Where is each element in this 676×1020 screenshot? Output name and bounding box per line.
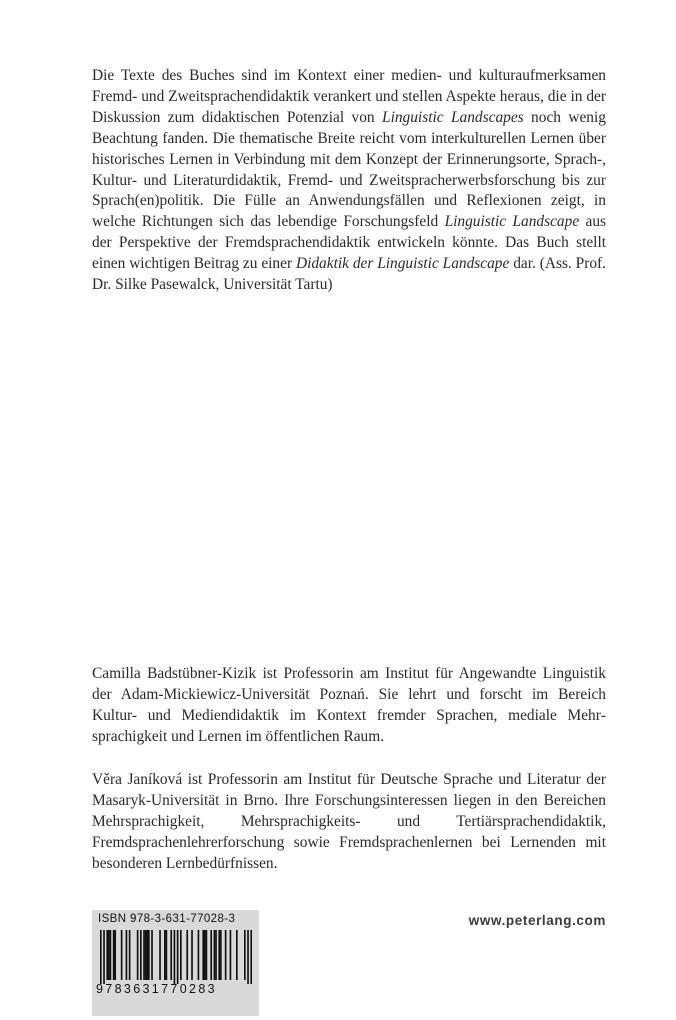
barcode-bar (164, 930, 166, 980)
barcode-bar (148, 930, 150, 980)
barcode-bar (110, 930, 112, 980)
author-bio-text: Camilla Badstübner-Kizik ist Professorin am Institut für Angewandte Linguistik der Adam-Mickiewicz-Universität Poznań. Sie lehrt und forscht im Bereich Kultur- und Mediendidaktik im Kontext fremder Sprachen, mediale Mehrsprachigkeit und Lernen im öffentlichen Raum. (92, 665, 606, 745)
barcode-bar (225, 930, 227, 980)
barcode-bar (129, 930, 131, 980)
barcode-bar (140, 930, 142, 980)
barcode-bar (215, 930, 217, 980)
blurb-text-part: noch wenig Beachtung fanden. Die thematische Breite reicht vom interkulturellen Lernen über historisches Lernen in Verbindung mit dem Konzept der Erinnerungsorte, Sprach-, Kultur- und Literaturdidaktik, Fremd- und Zweitspracherwerbsforschung bis zur Sprach(en)politik. Die Fülle an Anwendungsfällen und Reflexionen zeigt, in welche Richtungen sich das lebendige Forschungsfeld (92, 108, 606, 231)
author-bio-janikova (92, 770, 606, 875)
barcode-bar (151, 930, 153, 980)
barcode-bar (166, 930, 168, 980)
barcode-bar (108, 930, 110, 980)
barcode-bar (220, 930, 222, 980)
barcode-digits: 9783631770283 (96, 982, 217, 996)
blurb-italic-term: Didaktik der Linguistic Landscape (295, 255, 510, 273)
barcode-bar (146, 930, 148, 980)
barcode-bar (143, 930, 145, 980)
barcode-bar (244, 930, 246, 980)
barcode-bar (250, 930, 252, 984)
barcode-bar (247, 930, 249, 984)
isbn-label: ISBN 978-3-631-77028-3 (98, 913, 236, 925)
barcode-bar (230, 930, 232, 980)
barcode-bar (106, 930, 108, 980)
blurb-text-part: aus der Perspektive der Fremdsprachendidaktik entwickeln könnte. Das Buch stellt einen wichtigen Beitrag zu einer (92, 213, 607, 273)
barcode-bar (191, 930, 193, 980)
blurb-italic-term: Linguistic Landscape (444, 213, 580, 231)
barcode-bar (210, 930, 212, 980)
barcode-bar (121, 930, 123, 980)
blurb-text (92, 66, 606, 296)
barcode-bar (202, 930, 204, 980)
barcode-bar (177, 930, 179, 984)
barcode-bar (206, 930, 208, 980)
barcode-bar (218, 930, 220, 980)
barcode-bar (145, 930, 147, 980)
barcode-bar (186, 930, 188, 980)
barcode-bar (170, 930, 172, 980)
blurb-paragraph (92, 66, 606, 296)
barcode-bar (204, 930, 206, 980)
barcode-bar (137, 930, 139, 980)
author-bio-text: Věra Janíková ist Professorin am Institut für Deutsche Sprache und Literatur der Masaryk-Universität in Brno. Ihre Forschungsinteressen liegen in den Bereichen Mehrsprachigkeit, Mehrsprachigkeits- und Tertiärsprachendidaktik, Fremdsprachenlehrerforschung sowie Fremdsprachenlernen bei Lernenden mit besonderen Lernbedürfnissen. (92, 771, 606, 872)
barcode-bar (174, 930, 176, 984)
barcode-bar (180, 930, 182, 980)
publisher-website: www.peterlang.com (468, 913, 606, 928)
blurb-italic-term: Linguistic Landscapes (382, 108, 524, 126)
barcode-bar (159, 930, 161, 980)
isbn-barcode (92, 910, 259, 1016)
barcode-bar (198, 930, 200, 980)
barcode-bar (126, 930, 128, 980)
barcode-bar (214, 930, 216, 980)
barcode-bar (114, 930, 116, 980)
barcode-bar (100, 930, 102, 984)
barcode-bars (100, 930, 252, 984)
barcode-bar (113, 930, 115, 980)
barcode-bar (236, 930, 238, 980)
blurb-text-part: dar. (Ass. Prof. Dr. Silke Pasewalck, Universität Tartu) (92, 255, 606, 294)
barcode-bar (103, 930, 105, 984)
author-bio-badstuebner-kizik (92, 664, 606, 748)
blurb-text-part: Die Texte des Buches sind im Kontext einer medien- und kulturaufmerksamen Fremd- und Zweitsprachendidaktik verankert und stellen Aspekte heraus, die in der Diskussion zum didaktischen Potenzial von (92, 67, 606, 126)
